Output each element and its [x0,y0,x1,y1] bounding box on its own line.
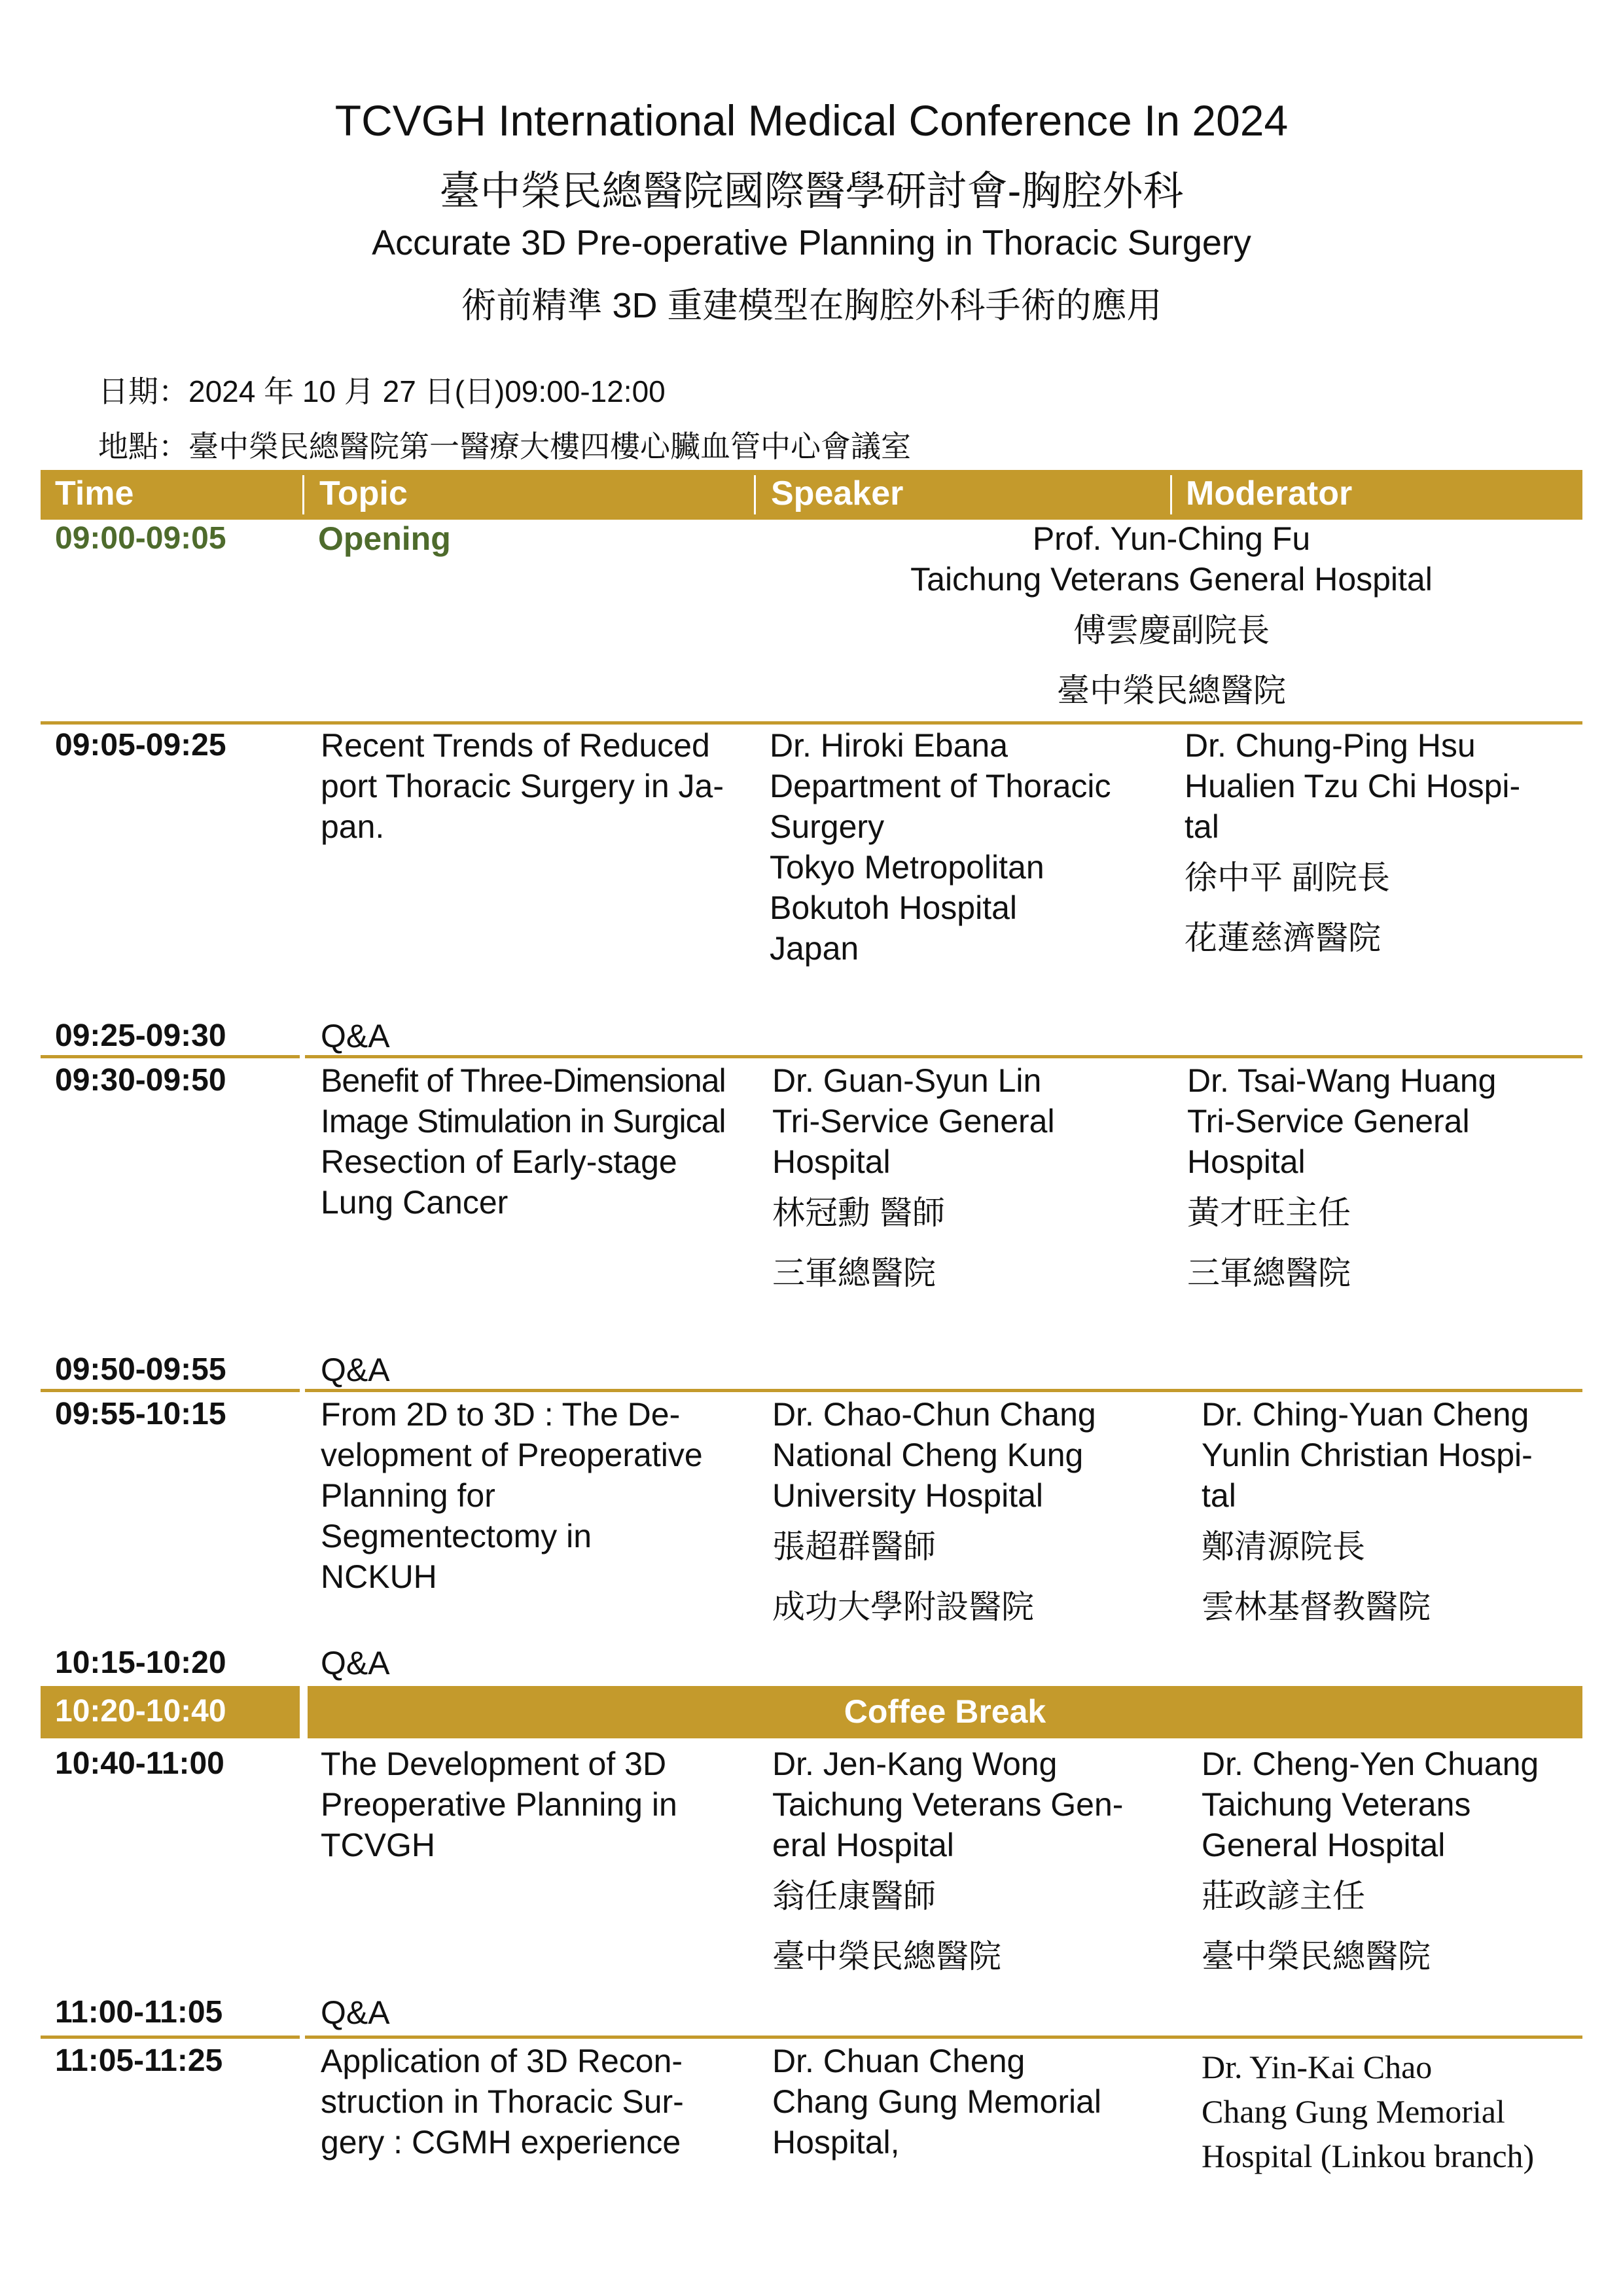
topic-line: velopment of Preoperative [321,1437,703,1473]
row-divider [41,721,1582,725]
topic-line: From 2D to 3D : The De- [321,1396,681,1433]
moderator-line-zh: 徐中平 副院長 [1185,859,1390,896]
speaker-line-zh: 成功大學附設醫院 [772,1588,1034,1625]
topic-line: gery : CGMH experience [321,2124,681,2161]
row-divider [41,2036,300,2039]
row-divider [41,1389,300,1392]
speaker-line-zh: 三軍總醫院 [772,1255,936,1291]
qa-4-time: 11:00-11:05 [55,1995,223,2030]
header-divider [754,475,756,514]
qa-4-label: Q&A [321,1994,390,2031]
opening-time: 09:00-09:05 [55,521,226,556]
speaker-line: University Hospital [772,1477,1044,1514]
speaker-line: eral Hospital [772,1827,954,1863]
header-divider [302,475,304,514]
speaker-line: Tri-Service General [772,1103,1055,1139]
speaker-line: Chang Gung Memorial [772,2083,1102,2120]
moderator-line: Tri-Service General [1187,1103,1470,1139]
speaker-line: Dr. Hiroki Ebana [770,727,1008,764]
moderator-line: Hospital [1187,1143,1306,1180]
event-date: 日期：2024 年 10 月 27 日(日)09:00-12:00 [98,374,666,408]
column-header-time: Time [55,475,134,512]
moderator-line: Dr. Chung-Ping Hsu [1185,727,1476,764]
session-1-time: 09:05-09:25 [55,728,226,762]
qa-2-time: 09:50-09:55 [55,1352,226,1387]
qa-2-label: Q&A [321,1352,390,1388]
topic-line: Planning for [321,1477,495,1514]
column-header-moderator: Moderator [1186,475,1353,512]
speaker-line: Japan [770,930,859,967]
moderator-line: Hualien Tzu Chi Hospi- [1185,768,1521,804]
moderator-line-zh: 雲林基督教醫院 [1202,1588,1431,1625]
qa-1-time: 09:25-09:30 [55,1018,226,1053]
speaker-line: Department of Thoracic [770,768,1111,804]
speaker-line-zh: 林冠勳 醫師 [772,1194,945,1231]
topic-line: Resection of Early-stage [321,1143,677,1180]
opening-topic: Opening [318,520,451,557]
moderator-line: Taichung Veterans [1202,1786,1471,1823]
topic-line: struction in Thoracic Sur- [321,2083,684,2120]
speaker-line: Dr. Chuan Cheng [772,2043,1026,2079]
qa-1-label: Q&A [321,1018,390,1054]
conference-subtitle-zh: 術前精準 3D 重建模型在胸腔外科手術的應用 [461,286,1162,325]
moderator-line-zh: 鄭清源院長 [1202,1528,1365,1565]
topic-line: NCKUH [321,1558,437,1595]
session-2-time: 09:30-09:50 [55,1063,226,1098]
event-venue: 地點：臺中榮民總醫院第一醫療大樓四樓心臟血管中心會議室 [98,429,911,463]
moderator-line: Dr. Tsai-Wang Huang [1187,1062,1497,1099]
topic-line: The Development of 3D [321,1746,667,1782]
moderator-line-zh: 三軍總醫院 [1187,1255,1351,1291]
qa-3-time: 10:15-10:20 [55,1645,226,1680]
speaker-line: Tokyo Metropolitan [770,849,1044,886]
header-divider [1170,475,1172,514]
speaker-line: Dr. Guan-Syun Lin [772,1062,1042,1099]
row-divider [305,1055,1582,1058]
column-header-speaker: Speaker [771,475,904,512]
row-divider [305,1389,1582,1392]
opening-host-hospital-zh: 臺中榮民總醫院 [1057,672,1286,709]
moderator-line: tal [1202,1477,1236,1514]
column-header-topic: Topic [319,475,408,512]
speaker-line-zh: 張超群醫師 [772,1528,936,1565]
speaker-line: Taichung Veterans Gen- [772,1786,1124,1823]
moderator-line-zh: 臺中榮民總醫院 [1202,1938,1431,1975]
topic-line: Preoperative Planning in [321,1786,677,1823]
moderator-line: Yunlin Christian Hospi- [1202,1437,1533,1473]
moderator-line: Hospital (Linkou branch) [1202,2138,1535,2174]
speaker-line: National Cheng Kung [772,1437,1084,1473]
moderator-line: Dr. Cheng-Yen Chuang [1202,1746,1539,1782]
moderator-line-zh: 黃才旺主任 [1187,1194,1351,1231]
topic-line: Segmentectomy in [321,1518,592,1554]
opening-host-name: Prof. Yun-Ching Fu [1032,520,1311,557]
speaker-line: Hospital [772,1143,891,1180]
topic-line: port Thoracic Surgery in Ja- [321,768,724,804]
topic-line: Lung Cancer [321,1184,508,1221]
moderator-line: General Hospital [1202,1827,1446,1863]
conference-title-zh: 臺中榮民總醫院國際醫學研討會-胸腔外科 [439,169,1184,214]
topic-line: Recent Trends of Reduced [321,727,710,764]
moderator-line: tal [1185,808,1219,845]
speaker-line: Hospital, [772,2124,900,2161]
speaker-line: Dr. Chao-Chun Chang [772,1396,1096,1433]
moderator-line-zh: 花蓮慈濟醫院 [1185,920,1381,956]
speaker-line-zh: 翁任康醫師 [772,1878,936,1914]
speaker-line: Surgery [770,808,885,845]
speaker-line: Dr. Jen-Kang Wong [772,1746,1058,1782]
topic-line: Application of 3D Recon- [321,2043,683,2079]
session-4-time: 10:40-11:00 [55,1746,224,1781]
coffee-break-label: Coffee Break [844,1693,1046,1730]
session-3-time: 09:55-10:15 [55,1397,226,1431]
row-divider [41,1055,300,1058]
moderator-line: Dr. Ching-Yuan Cheng [1202,1396,1529,1433]
coffee-break-time: 10:20-10:40 [55,1694,226,1729]
conference-subtitle-en: Accurate 3D Pre-operative Planning in Thoracic Surgery [372,223,1251,262]
moderator-line-zh: 莊政諺主任 [1202,1878,1365,1914]
opening-host-name-zh: 傅雲慶副院長 [1073,612,1270,649]
opening-host-hospital: Taichung Veterans General Hospital [910,561,1433,598]
conference-title-en: TCVGH International Medical Conference In 2024 [334,96,1289,145]
topic-line: Benefit of Three-Dimensional [321,1062,726,1099]
speaker-line: Bokutoh Hospital [770,889,1018,926]
topic-line: Image Stimulation in Surgical [321,1103,726,1139]
qa-3-label: Q&A [321,1645,390,1681]
moderator-line: Dr. Yin-Kai Chao [1202,2049,1433,2085]
topic-line: pan. [321,808,385,845]
moderator-line: Chang Gung Memorial [1202,2093,1505,2130]
topic-line: TCVGH [321,1827,435,1863]
row-divider [305,2036,1582,2039]
speaker-line-zh: 臺中榮民總醫院 [772,1938,1001,1975]
session-5-time: 11:05-11:25 [55,2043,223,2078]
